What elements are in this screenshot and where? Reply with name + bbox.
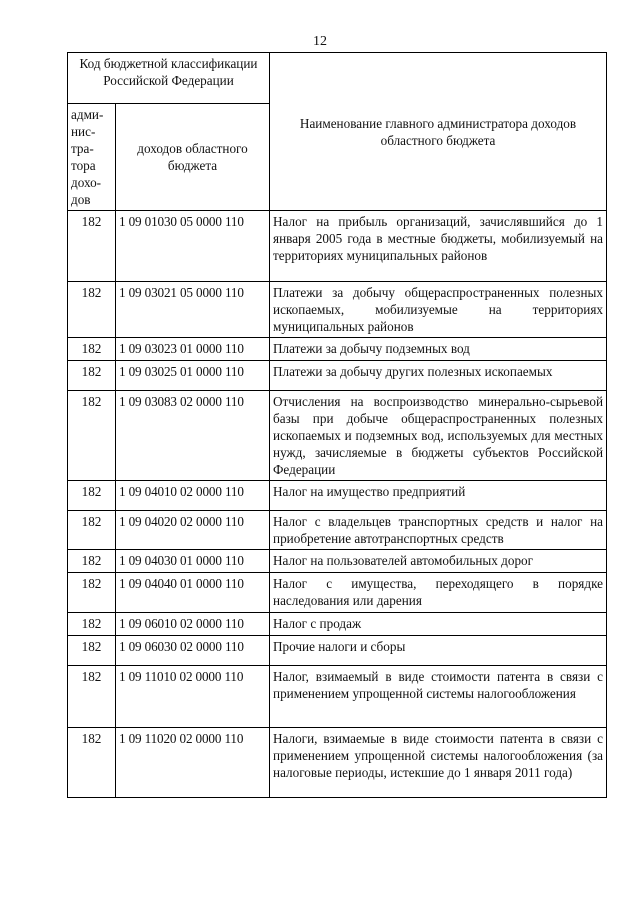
revenue-name: Налог, взимаемый в виде стоимости патента в связи с применением упрощенной системы налогообложения [270, 666, 607, 728]
revenue-name: Платежи за добычу других полезных ископаемых [270, 361, 607, 391]
budget-classification-code: 1 09 04010 02 0000 110 [116, 481, 270, 511]
administrator-name-header: Наименование главного администратора доходов областного бюджета [270, 53, 607, 211]
admin-code: 182 [68, 613, 116, 636]
budget-classification-code: 1 09 11010 02 0000 110 [116, 666, 270, 728]
revenue-name: Налог с имущества, переходящего в порядке наследования или дарения [270, 573, 607, 613]
table-row [68, 338, 607, 361]
revenue-name: Платежи за добычу подземных вод [270, 338, 607, 361]
budget-classification-code: 1 09 03021 05 0000 110 [116, 282, 270, 338]
budget-classification-code: 1 09 03083 02 0000 110 [116, 391, 270, 481]
revenue-name: Налоги, взимаемые в виде стоимости патента в связи с применением упрощенной системы налогообложения (за налоговые периоды, истекшие до 1 января 2011 года) [270, 728, 607, 798]
admin-code: 182 [68, 361, 116, 391]
budget-classification-code: 1 09 03025 01 0000 110 [116, 361, 270, 391]
admin-code: 182 [68, 511, 116, 550]
table-header-row [68, 53, 607, 104]
budget-classification-code: 1 09 04030 01 0000 110 [116, 550, 270, 573]
admin-code: 182 [68, 666, 116, 728]
revenue-name: Отчисления на воспроизводство минерально-сырьевой базы при добыче общераспространенных полезных ископаемых и подземных вод, используемых для местных нужд, зачисляемые в бюджеты субъектов Российской Федерации [270, 391, 607, 481]
table-row [68, 361, 607, 391]
admin-code: 182 [68, 728, 116, 798]
budget-classification-code: 1 09 06010 02 0000 110 [116, 613, 270, 636]
revenue-name: Прочие налоги и сборы [270, 636, 607, 666]
income-code-header: доходов областного бюджета [116, 104, 270, 211]
table-row [68, 550, 607, 573]
revenue-name: Налог на пользователей автомобильных дорог [270, 550, 607, 573]
revenue-name: Платежи за добычу общераспространенных полезных ископаемых, мобилизуемые на территориях муниципальных районов [270, 282, 607, 338]
budget-classification-code: 1 09 06030 02 0000 110 [116, 636, 270, 666]
revenue-name: Налог с владельцев транспортных средств и налог на приобретение автотранспортных средств [270, 511, 607, 550]
admin-code: 182 [68, 573, 116, 613]
admin-code: 182 [68, 282, 116, 338]
revenue-name: Налог на прибыль организаций, зачислявшийся до 1 января 2005 года в местные бюджеты, мобилизуемый на территориях муниципальных районов [270, 211, 607, 282]
table-row [68, 666, 607, 728]
table-row [68, 573, 607, 613]
classification-header: Код бюджетной классификации Российской Федерации [68, 53, 270, 104]
page-number: 12 [313, 34, 327, 49]
budget-classification-code: 1 09 04040 01 0000 110 [116, 573, 270, 613]
admin-code: 182 [68, 481, 116, 511]
admin-code: 182 [68, 550, 116, 573]
table-row [68, 613, 607, 636]
budget-classification-code: 1 09 01030 05 0000 110 [116, 211, 270, 282]
admin-code: 182 [68, 338, 116, 361]
table-row [68, 481, 607, 511]
revenue-name: Налог с продаж [270, 613, 607, 636]
revenue-administrators-table [67, 52, 607, 798]
budget-classification-code: 1 09 11020 02 0000 110 [116, 728, 270, 798]
table-row [68, 282, 607, 338]
table-row [68, 636, 607, 666]
admin-code: 182 [68, 391, 116, 481]
table-row [68, 211, 607, 282]
table-row [68, 391, 607, 481]
budget-classification-code: 1 09 03023 01 0000 110 [116, 338, 270, 361]
admin-code: 182 [68, 636, 116, 666]
table-row [68, 728, 607, 798]
administrator-code-header: адми-нис-тра-тора дохо-дов [68, 104, 116, 211]
budget-classification-code: 1 09 04020 02 0000 110 [116, 511, 270, 550]
revenue-name: Налог на имущество предприятий [270, 481, 607, 511]
admin-code: 182 [68, 211, 116, 282]
table-row [68, 511, 607, 550]
